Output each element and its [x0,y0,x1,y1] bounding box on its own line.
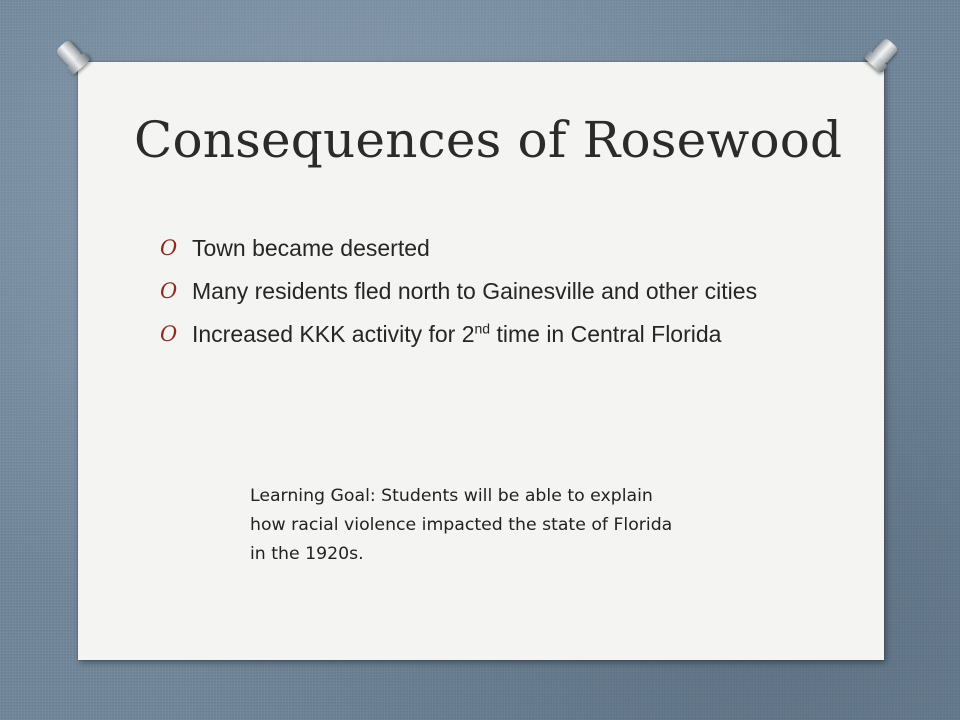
bullet-text [192,321,721,347]
bullet-list [160,230,820,359]
bullet-item [160,230,820,267]
bullet-marker: O [160,279,178,303]
bullet-item [160,273,820,310]
bullet-text-after: time in Central Florida [490,321,722,347]
learning-goal-text: Learning Goal: Students will be able to explain how racial violence impacted the state of Florida in the 1920s. [250,486,673,564]
ordinal-superscript: nd [474,320,491,337]
bullet-marker: O [160,236,178,260]
bullet-text-before: Increased KKK activity for 2 [192,321,475,347]
bullet-text: Town became deserted [192,235,430,261]
bullet-item [160,316,820,353]
slide-title: Consequences of Rosewood [134,111,843,169]
bullet-text: Many residents fled north to Gainesville and other cities [192,278,758,304]
bullet-marker: O [160,322,178,346]
